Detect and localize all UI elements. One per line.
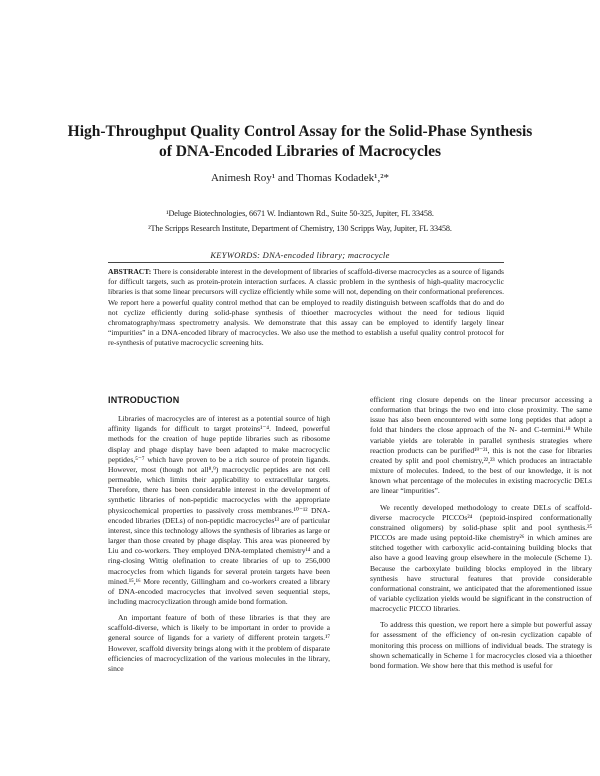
paragraph: efficient ring closure depends on the linear precursor accessing a conformation that brings the two end into close proximity. The same issue has also been encountered with some long peptides that adopt a fold that hinders the close approach of the N- and C-termini.¹⁸ While variable yields are tolerable in parallel synthesis strategies where reaction products can be purified¹⁹⁻²¹, this is not the case for libraries created by split and pool chemistry,²²,²³ which produces an intractable mixture of molecules. Indeed, to the best of our knowledge, it is not known what percentage of the molecules in existing macrocyclic DELs are linear “impurities”. <box>370 395 592 496</box>
left-column <box>108 395 330 680</box>
paper-authors: Animesh Roy¹ and Thomas Kodadek¹,²* <box>210 172 390 184</box>
keywords: KEYWORDS: DNA-encoded library; macrocycle <box>210 250 390 260</box>
abstract <box>108 262 504 349</box>
affiliation-2: ²The Scripps Research Institute, Department of Chemistry, 130 Scripps Way, Jupiter, FL 33458. <box>148 224 452 233</box>
paragraph: Libraries of macrocycles are of interest as a potential source of high affinity ligands for difficult to target proteins¹⁻⁴. Indeed, powerful methods for the creation of huge peptide libraries such as ribosome display and phage display have been adapted to make macrocyclic peptides,⁵⁻⁷ which have proven to be a rich source of protein ligands. However, most (though not all⁸,⁹) macrocyclic peptides are not cell permeable, which limits their applicability to extracellular targets. Therefore, there has been considerable interest in the development of synthetic libraries of non-peptidic macrocycles with the appropriate physicochemical properties to passively cross membranes.¹⁰⁻¹² DNA-encoded libraries (DELs) of non-peptidic macrocycles¹³ are of particular interest, since this technology allows the synthesis of libraries as large or larger than those created by phage display. This area was pioneered by Liu and co-workers. They employed DNA-templated chemistry¹⁴ and a ring-closing Wittig olefination to create libraries of up to 256,000 macrocycles from which ligands for several protein targets have been mined.¹⁵,¹⁶ More recently, Gillingham and co-workers created a library of DNA-encoded macrocycles that involved seven sequential steps, including macrocyclization through amide bond formation. <box>108 414 330 606</box>
paragraph: An important feature of both of these libraries is that they are scaffold-diverse, which is likely to be important in order to provide a general source of ligands for a variety of different protein targets.¹⁷ However, scaffold diversity brings along with it the problem of disparate efficiencies of macrocyclization of the various molecules in the library, since <box>108 613 330 673</box>
right-column <box>370 395 592 677</box>
paragraph: To address this question, we report here a simple but powerful assay for assessment of the efficiency of on-resin cyclization capable of monitoring this process on millions of individual beads. The strategy is shown schematically in Scheme 1 for macrocycles closed via a thioether bond formation. We show here that this method is useful for <box>370 620 592 670</box>
paragraph: We recently developed methodology to create DELs of scaffold-diverse macrocycle PICCOs²⁴ (peptoid-inspired conformationally constrained oligomers) by solid-phase split and pool synthesis.²⁵ PICCOs are made using peptoid-like chemistry²⁶ in which amines are stitched together with carboxylic acid-containing building blocks that also have a good leaving group elsewhere in the molecule (Scheme 1). Because the carboxylate building blocks employed in the library synthesis have structural features that provide considerable conformational constraint, we anticipated that the aforementioned issue of variable cyclization yields would be significant in the construction of macrocyclic PICCO libraries. <box>370 502 592 614</box>
paper-title: High-Throughput Quality Control Assay for the Solid-Phase Synthesis of DNA-Encoded Libraries of Macrocycles <box>67 123 533 160</box>
abstract-label: ABSTRACT: <box>108 267 152 276</box>
abstract-text: There is considerable interest in the development of libraries of scaffold-diverse macrocycles as a source of ligands for difficult targets, such as protein-protein interaction surfaces. A classic problem in the synthesis of high-quality macrocyclic libraries is that some linear precursors will cyclize efficiently while some will not, depending on their conformational preferences. We report here a powerful quality control method that can be employed to readily distinguish between scaffolds that do and do not cyclize efficiently during solid-phase synthesis of thioether macrocycles without the need for tedious liquid chromatography/mass spectrometry analysis. We demonstrate that this assay can be employed to identify largely linear “impurities” in a DNA-encoded library of macrocycles. We also use the method to establish a useful quality control protocol for re-synthesis of putative macrocyclic screening hits. <box>108 267 504 348</box>
affiliation-1: ¹Deluge Biotechnologies, 6671 W. Indiantown Rd., Suite 50-325, Jupiter, FL 33458. <box>166 209 434 218</box>
introduction-heading: INTRODUCTION <box>108 395 180 405</box>
